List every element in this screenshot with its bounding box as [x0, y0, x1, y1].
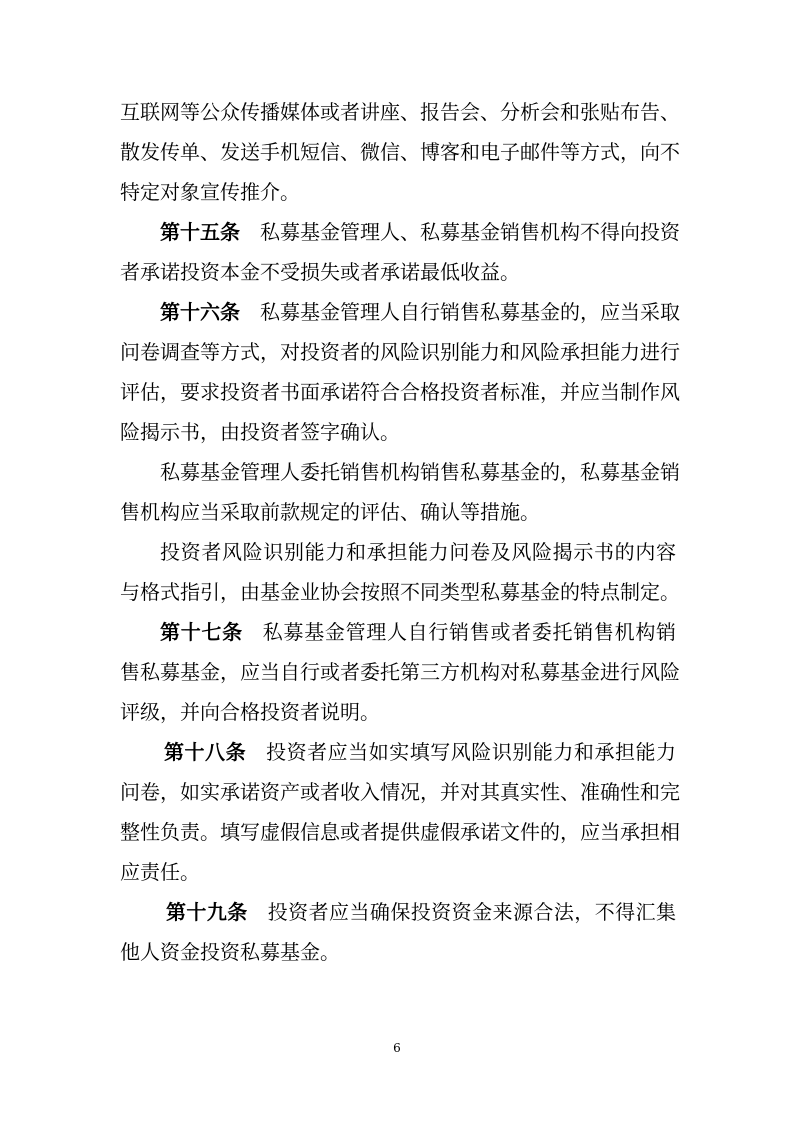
- article-16-text: 私募基金管理人自行销售私募基金的，应当采取: [260, 300, 680, 324]
- text-line: 险揭示书，由投资者签字确认。: [120, 420, 400, 444]
- text-line: 互联网等公众传播媒体或者讲座、报告会、分析会和张贴布告、: [120, 100, 680, 124]
- article-16-line: [120, 292, 680, 332]
- document-body: [120, 92, 680, 972]
- article-17-number: 第十七条: [160, 620, 243, 644]
- text-line: 问卷调查等方式，对投资者的风险识别能力和风险承担能力进行: [120, 340, 680, 364]
- text-line: 售私募基金，应当自行或者委托第三方机构对私募基金进行风险: [120, 660, 680, 684]
- text-line: 与格式指引，由基金业协会按照不同类型私募基金的特点制定。: [120, 580, 680, 604]
- text-line: 投资者风险识别能力和承担能力问卷及风险揭示书的内容: [160, 540, 676, 564]
- article-17-text: 私募基金管理人自行销售或者委托销售机构销: [262, 620, 677, 644]
- article-15-line: [120, 212, 680, 252]
- text-line: 特定对象宣传推介。: [120, 180, 300, 204]
- article-18-text: 投资者应当如实填写风险识别能力和承担能力: [266, 740, 677, 764]
- text-line: 者承诺投资本金不受损失或者承诺最低收益。: [120, 260, 520, 284]
- text-line: 私募基金管理人委托销售机构销售私募基金的，私募基金销: [160, 460, 680, 484]
- text-line: 散发传单、发送手机短信、微信、博客和电子邮件等方式，向不: [120, 140, 680, 164]
- article-19-line: [120, 892, 676, 932]
- text-line: 整性负责。填写虚假信息或者提供虚假承诺文件的，应当承担相: [120, 820, 680, 844]
- text-line: 评级，并向合格投资者说明。: [120, 700, 380, 724]
- article-18-number: 第十八条: [164, 740, 247, 764]
- article-15-number: 第十五条: [160, 220, 240, 244]
- article-19-text: 投资者应当确保投资资金来源合法，不得汇集: [267, 900, 677, 924]
- page-number: 6: [393, 1041, 401, 1055]
- article-19-number: 第十九条: [166, 900, 248, 924]
- article-15-text: 私募基金管理人、私募基金销售机构不得向投资: [260, 220, 680, 244]
- article-17-line: [120, 612, 676, 652]
- text-line: 他人资金投资私募基金。: [120, 940, 340, 964]
- text-line: 问卷，如实承诺资产或者收入情况，并对其真实性、准确性和完: [120, 780, 680, 804]
- text-line: 应责任。: [120, 860, 200, 884]
- text-line: 售机构应当采取前款规定的评估、确认等措施。: [120, 500, 540, 524]
- article-16-number: 第十六条: [160, 300, 240, 324]
- text-line: 评估，要求投资者书面承诺符合合格投资者标准，并应当制作风: [120, 380, 680, 404]
- article-18-line: [120, 732, 676, 772]
